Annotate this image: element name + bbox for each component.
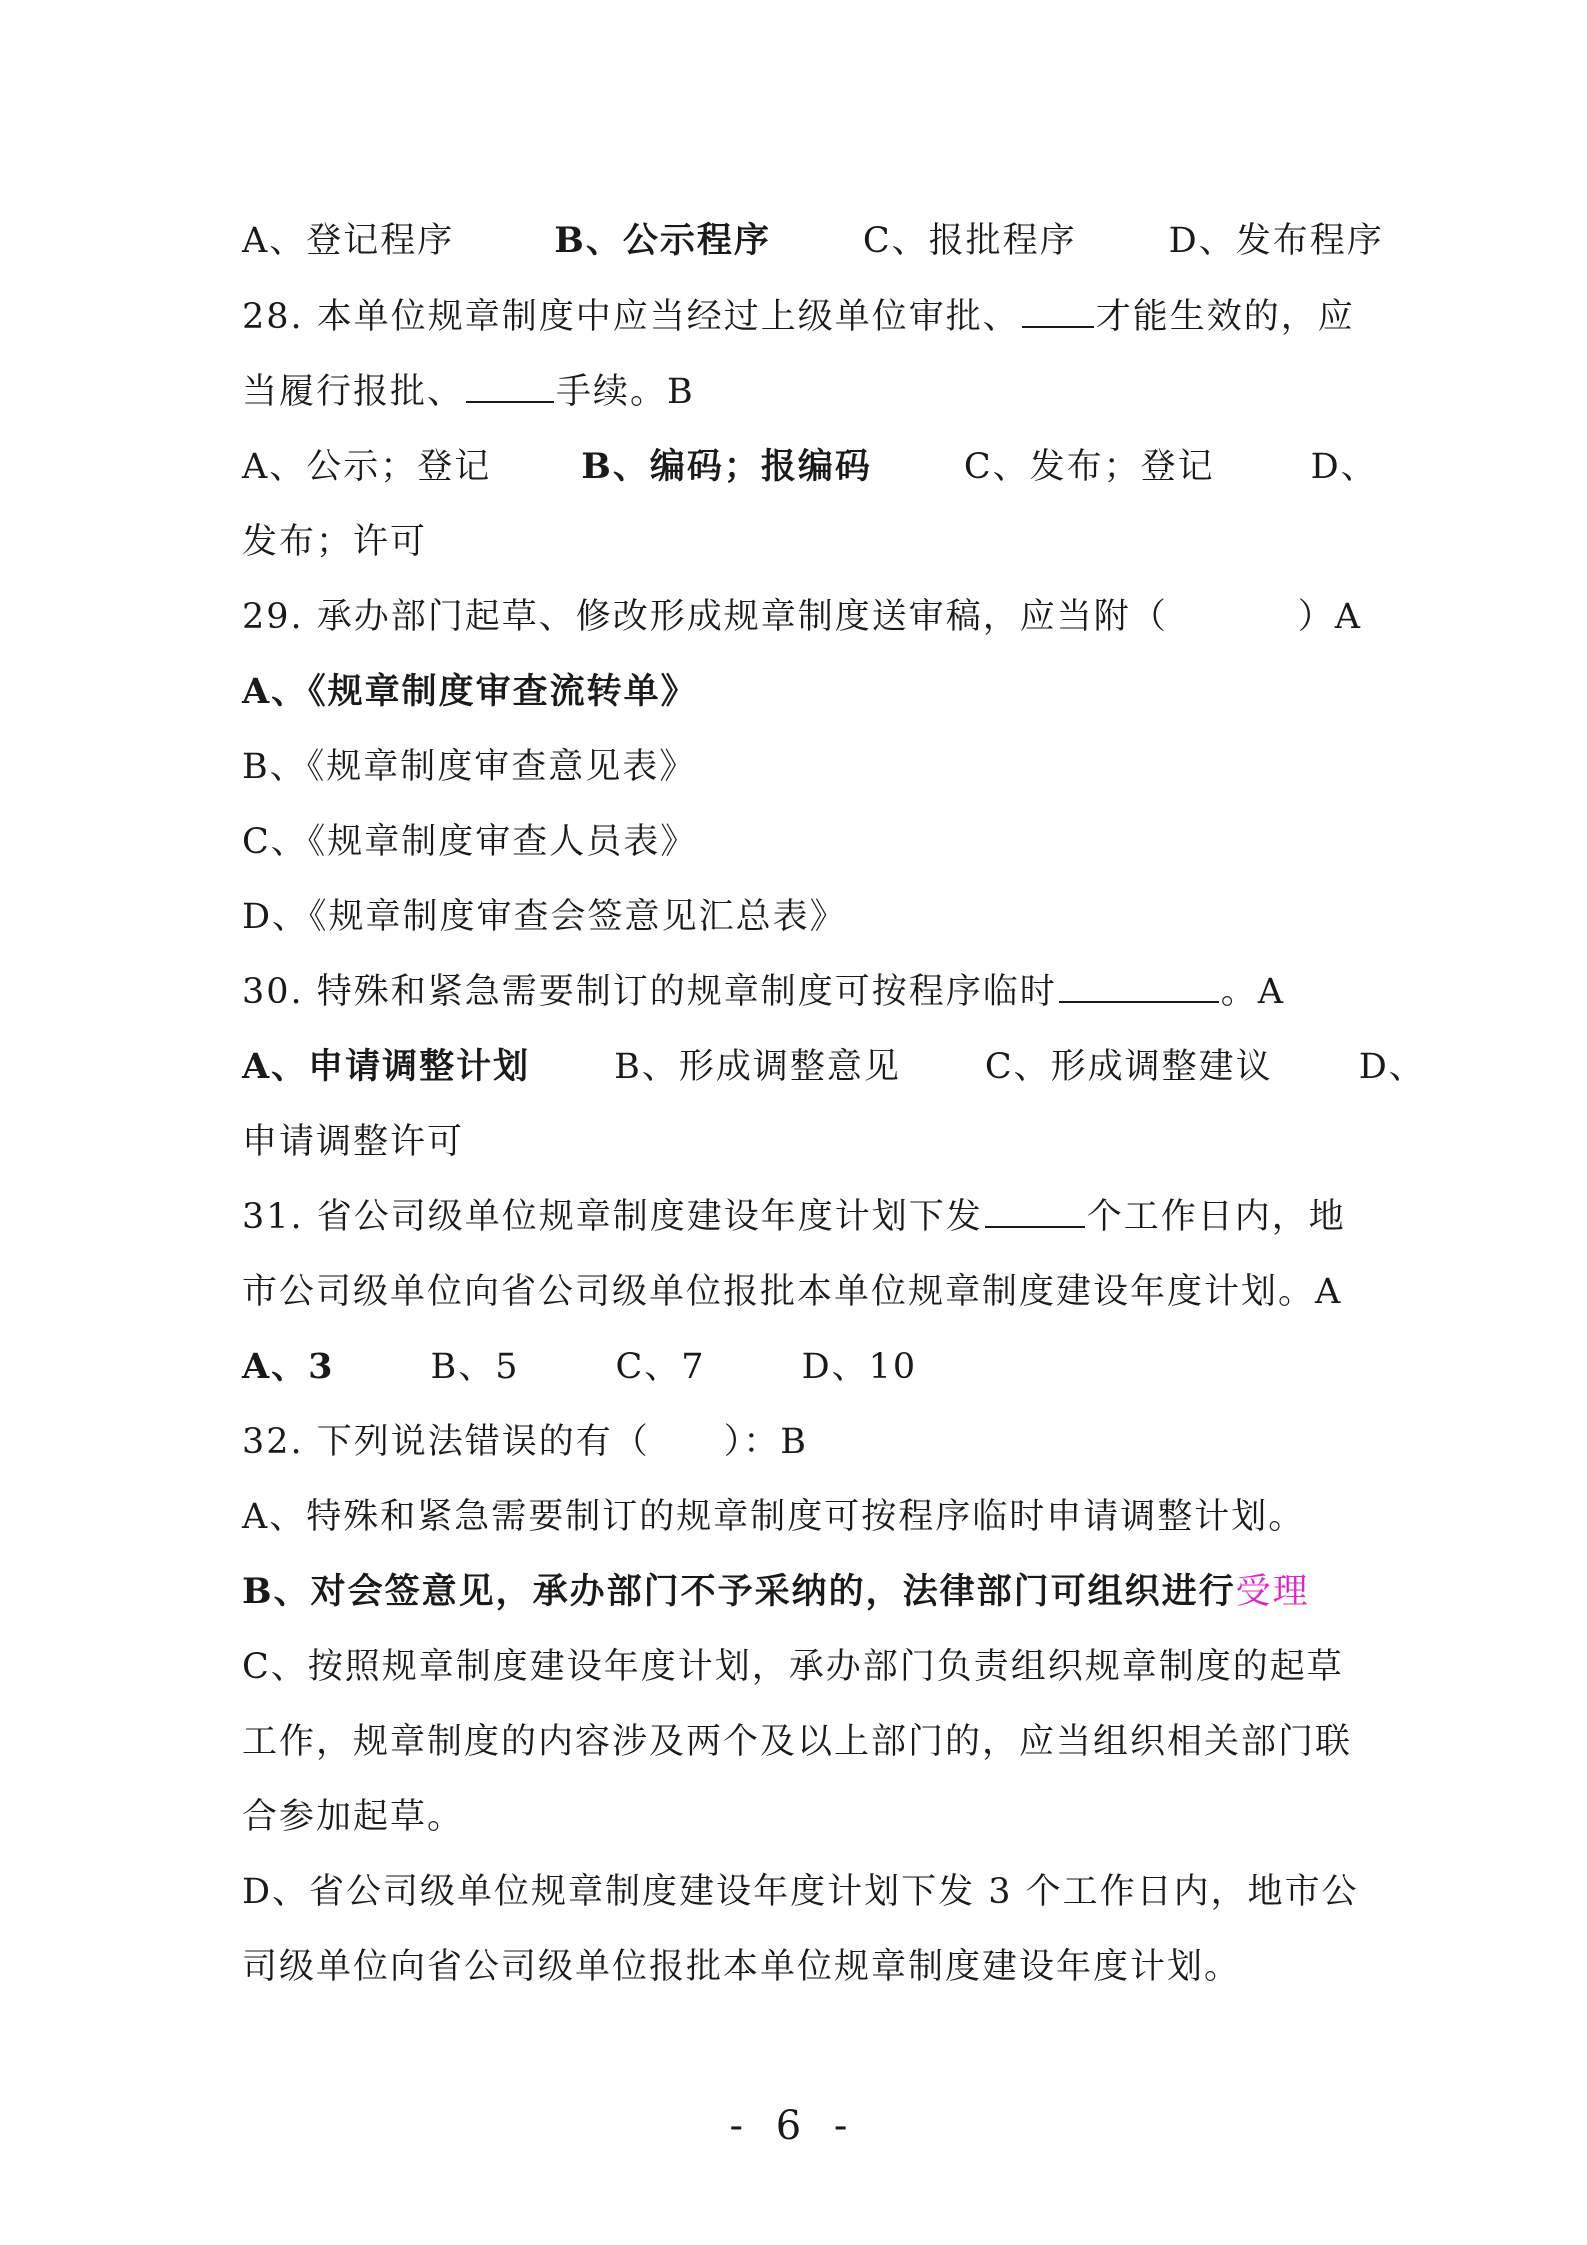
q28-option-b: B、编码；报编码 (581, 446, 872, 487)
answer-blank (1059, 965, 1219, 1003)
q29-option-a: A、《规章制度审查流转单》 (242, 671, 698, 712)
q31-option-c: C、7 (615, 1347, 706, 1387)
q32-option-c-line2: 工作，规章制度的内容涉及两个及以上部门的，应当组织相关部门联 (242, 1722, 1353, 1762)
q32-option-c-line1: C、按照规章制度建设年度计划，承办部门负责组织规章制度的起草 (242, 1647, 1344, 1687)
q31-option-b: B、5 (430, 1347, 520, 1387)
q31-option-d: D、10 (801, 1347, 918, 1387)
highlighted-text: 受理 (1235, 1572, 1310, 1612)
q27-option-d: D、发布程序 (1168, 221, 1384, 261)
answer-blank (466, 365, 554, 403)
answer-blank (1022, 290, 1094, 328)
q29-option-c: C、《规章制度审查人员表》 (242, 822, 698, 862)
q28-option-d: D、 (1310, 447, 1378, 487)
q30-option-a: A、申请调整计划 (242, 1046, 531, 1087)
q29-option-d: D、《规章制度审查会签意见汇总表》 (242, 897, 847, 937)
q31-question-line2: 市公司级单位向省公司级单位报批本单位规章制度建设年度计划。A (242, 1272, 1343, 1312)
q32-option-c-line3: 合参加起草。 (242, 1797, 465, 1837)
q32-option-b: B、对会签意见，承办部门不予采纳的，法律部门可组织进行受理 (242, 1571, 1310, 1612)
q32-question: 32. 下列说法错误的有（ ）：B (242, 1422, 809, 1462)
q30-question: 30. 特殊和紧急需要制订的规章制度可按程序临时 。A (242, 962, 1285, 1022)
q30-option-d-cont: 申请调整许可 (242, 1122, 465, 1162)
q27-option-a: A、登记程序 (242, 221, 455, 261)
q28-option-a: A、公示；登记 (242, 447, 492, 487)
q30-option-b: B、形成调整意见 (614, 1047, 901, 1087)
q30-options (242, 1037, 1426, 1097)
q28-options (242, 437, 1378, 497)
q30-option-c: C、形成调整建议 (984, 1047, 1273, 1087)
q32-option-d-line1: D、省公司级单位规章制度建设年度计划下发 3 个工作日内，地市公 (242, 1872, 1359, 1912)
q32-option-d-line2: 司级单位向省公司级单位报批本单位规章制度建设年度计划。 (242, 1947, 1242, 1987)
q27-options (242, 211, 1384, 271)
q27-option-b: B、公示程序 (554, 220, 771, 261)
q29-question: 29. 承办部门起草、修改形成规章制度送审稿，应当附（ ）A (242, 597, 1363, 637)
q28-question-line1: 28. 本单位规章制度中应当经过上级单位审批、 才能生效的，应 (242, 287, 1355, 347)
q32-option-a: A、特殊和紧急需要制订的规章制度可按程序临时申请调整计划。 (242, 1497, 1306, 1537)
q31-option-a: A、3 (242, 1346, 335, 1387)
q29-option-b: B、《规章制度审查意见表》 (242, 747, 697, 787)
q31-question-line1: 31. 省公司级单位规章制度建设年度计划下发 个工作日内，地 (242, 1187, 1346, 1247)
q30-option-d: D、 (1358, 1047, 1426, 1087)
q27-option-c: C、报批程序 (862, 221, 1077, 261)
page-number: - 6 - (729, 2103, 858, 2149)
q28-option-c: C、发布；登记 (963, 447, 1215, 487)
q28-question-line2: 当履行报批、 手续。B (242, 362, 695, 422)
q28-option-d-cont: 发布；许可 (242, 522, 428, 562)
q31-options (242, 1337, 917, 1397)
answer-blank (985, 1190, 1085, 1228)
